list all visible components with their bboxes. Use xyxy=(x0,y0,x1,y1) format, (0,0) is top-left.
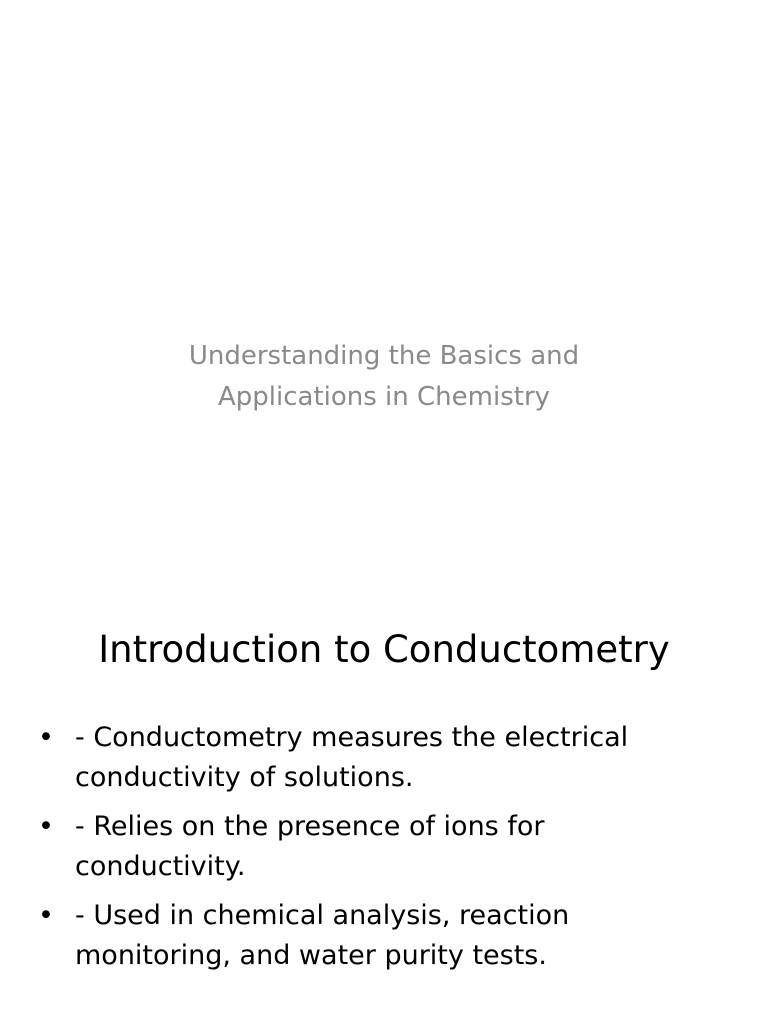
slide-title: Introduction to Conductometry xyxy=(98,628,670,671)
subtitle-line-2: Applications in Chemistry xyxy=(217,382,551,412)
list-item xyxy=(38,896,698,976)
bullet-icon: • xyxy=(38,722,54,753)
bullet-icon: • xyxy=(38,811,54,842)
list-item xyxy=(38,718,698,798)
slide-subtitle xyxy=(0,336,768,418)
list-item xyxy=(38,807,698,887)
bullet-text: - Conductometry measures the electrical conductivity of solutions. xyxy=(75,722,629,793)
subtitle-line-1: Understanding the Basics and xyxy=(188,341,580,371)
bullet-icon: • xyxy=(38,900,54,931)
content-slide xyxy=(0,576,768,1024)
bullet-text: - Relies on the presence of ions for conductivity. xyxy=(75,811,545,882)
bullet-text: - Used in chemical analysis, reaction monitoring, and water purity tests. xyxy=(75,900,570,971)
bullet-list xyxy=(38,718,698,985)
